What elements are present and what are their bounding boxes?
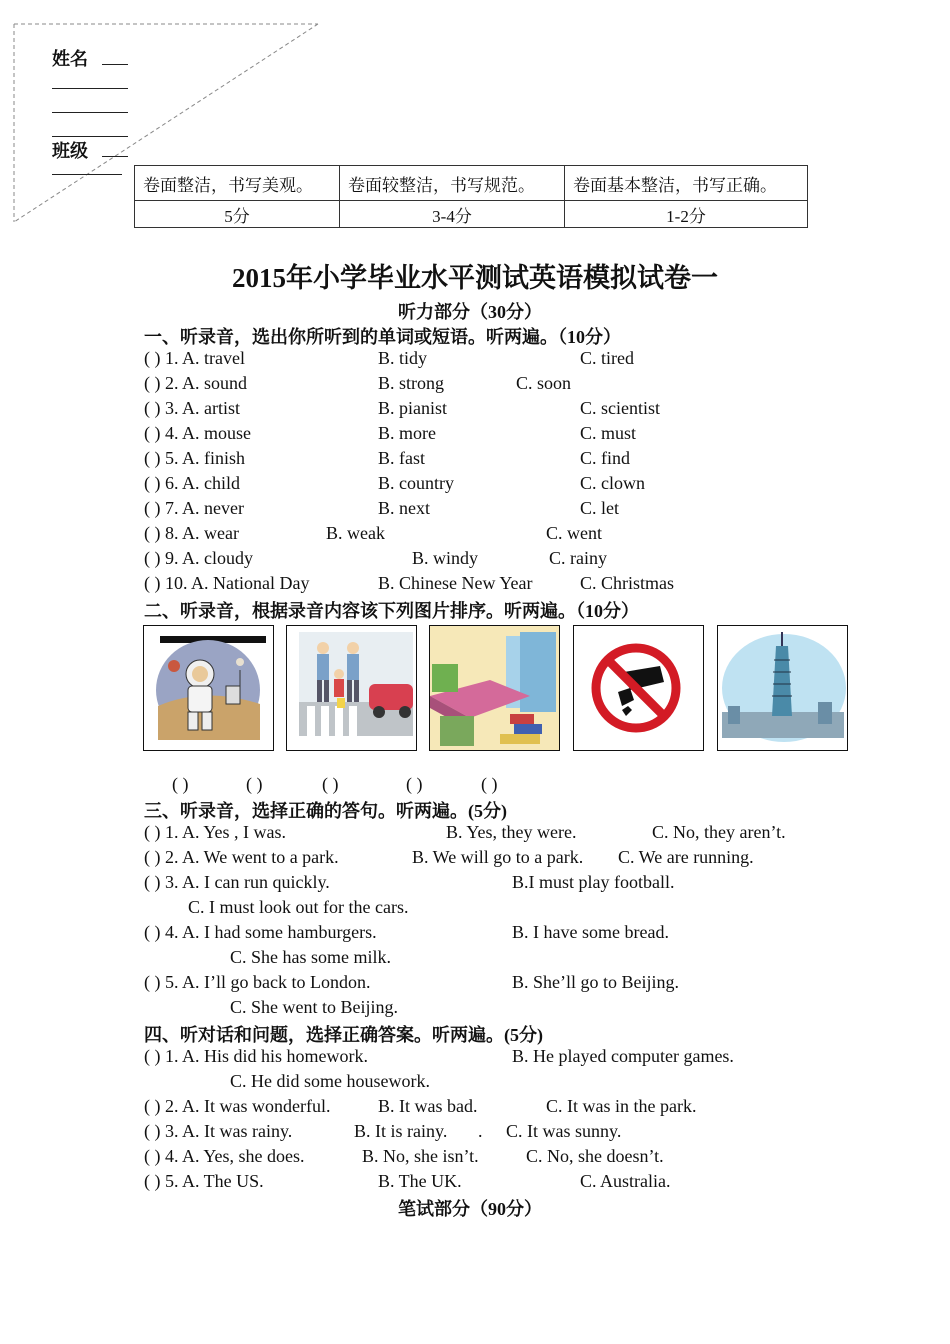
question-row: [144, 922, 924, 947]
option-c[interactable]: C. No, they aren’t.: [652, 822, 786, 842]
points-cell: 3-4分: [340, 201, 565, 228]
option-a[interactable]: ( ) 7. A. never: [144, 498, 244, 518]
criteria-cell: 卷面整洁，书写美观。: [135, 166, 340, 201]
bedroom-picture: [429, 625, 560, 751]
order-blank[interactable]: ( ): [172, 774, 189, 794]
option-b[interactable]: B. It is rainy.: [354, 1121, 448, 1141]
criteria-cell: 卷面较整洁，书写规范。: [340, 166, 565, 201]
astronaut-picture: [143, 625, 274, 751]
option-b[interactable]: B. country: [378, 473, 454, 493]
option-b[interactable]: B. next: [378, 498, 430, 518]
option-b[interactable]: B. We will go to a park.: [412, 847, 584, 867]
option-a[interactable]: ( ) 5. A. The US.: [144, 1171, 264, 1191]
option-a[interactable]: ( ) 3. A. artist: [144, 398, 240, 418]
name-label: 姓名: [52, 49, 88, 70]
option-a[interactable]: ( ) 4. A. mouse: [144, 423, 251, 443]
part3-heading: 三、听录音，选择正确的答句。听两遍。(5分): [144, 801, 507, 821]
question-row: [144, 573, 924, 598]
class-blank[interactable]: [102, 140, 128, 157]
option-c[interactable]: C. She has some milk.: [230, 947, 391, 967]
option-a[interactable]: ( ) 6. A. child: [144, 473, 240, 493]
written-section-title: 笔试部分（90分）: [398, 1199, 542, 1219]
option-a[interactable]: ( ) 3. A. It was rainy.: [144, 1121, 293, 1141]
crossing-picture: [286, 625, 417, 751]
option-c[interactable]: C. clown: [580, 473, 645, 493]
part1-heading: 一、听录音，选出你所听到的单词或短语。听两遍。（10分）: [144, 327, 621, 347]
option-b[interactable]: B. more: [378, 423, 436, 443]
option-c[interactable]: C. find: [580, 448, 631, 468]
question-row: [144, 872, 924, 897]
option-c[interactable]: C. No, she doesn’t.: [526, 1146, 664, 1166]
option-b[interactable]: B. pianist: [378, 398, 448, 418]
option-b[interactable]: B. strong: [378, 373, 445, 393]
points-cell: 1-2分: [565, 201, 808, 228]
option-b[interactable]: B. She’ll go to Beijing.: [512, 972, 680, 992]
option-a[interactable]: ( ) 3. A. I can run quickly.: [144, 872, 330, 892]
question-row: [144, 498, 924, 523]
option-a[interactable]: ( ) 5. A. finish: [144, 448, 245, 468]
listening-section-title: 听力部分（30分）: [398, 302, 542, 322]
option-b[interactable]: B. I have some bread.: [512, 922, 669, 942]
question-row: [144, 1046, 924, 1071]
option-c[interactable]: C. I must look out for the cars.: [188, 897, 409, 917]
taipei-101-picture: [717, 625, 848, 751]
option-a[interactable]: ( ) 8. A. wear: [144, 523, 239, 543]
option-a[interactable]: ( ) 10. A. National Day: [144, 573, 310, 593]
option-c[interactable]: C. It was in the park.: [546, 1096, 697, 1116]
question-row: [144, 523, 924, 548]
question-row-continued: [144, 947, 924, 972]
option-c[interactable]: C. Christmas: [580, 573, 675, 593]
option-a[interactable]: ( ) 1. A. His did his homework.: [144, 1046, 368, 1066]
option-c[interactable]: C. must: [580, 423, 637, 443]
option-a[interactable]: ( ) 4. A. I had some hamburgers.: [144, 922, 377, 942]
option-b[interactable]: B. The UK.: [378, 1171, 462, 1191]
question-row: [144, 398, 924, 423]
option-a[interactable]: ( ) 2. A. sound: [144, 373, 247, 393]
option-c[interactable]: C. went: [546, 523, 602, 543]
points-cell: 5分: [135, 201, 340, 228]
question-row: [144, 822, 924, 847]
name-blank-line[interactable]: [52, 96, 128, 113]
question-row: [144, 1171, 924, 1196]
no-littering-sign-picture: [573, 625, 704, 751]
question-row: [144, 972, 924, 997]
question-row-continued: [144, 997, 924, 1022]
option-a[interactable]: ( ) 1. A. Yes , I was.: [144, 822, 287, 842]
class-label: 班级: [52, 141, 88, 162]
name-blank[interactable]: [102, 48, 128, 65]
criteria-cell: 卷面基本整洁，书写正确。: [565, 166, 808, 201]
option-b[interactable]: B. He played computer games.: [512, 1046, 734, 1066]
option-b[interactable]: B. Yes, they were.: [446, 822, 577, 842]
order-blank[interactable]: ( ): [322, 774, 339, 794]
option-c[interactable]: C. scientist: [580, 398, 660, 418]
option-b[interactable]: B. It was bad.: [378, 1096, 478, 1116]
question-row: [144, 423, 924, 448]
option-a[interactable]: ( ) 5. A. I’ll go back to London.: [144, 972, 371, 992]
option-a[interactable]: ( ) 2. A. We went to a park.: [144, 847, 339, 867]
option-a[interactable]: ( ) 9. A. cloudy: [144, 548, 253, 568]
class-blank-line[interactable]: [52, 158, 122, 175]
student-info-block: [52, 48, 132, 182]
question-row: [144, 373, 924, 398]
order-blank[interactable]: ( ): [246, 774, 263, 794]
option-b[interactable]: B. Chinese New Year: [378, 573, 533, 593]
option-c[interactable]: C. She went to Beijing.: [230, 997, 398, 1017]
option-c[interactable]: C. We are running.: [618, 847, 754, 867]
question-row: [144, 1121, 924, 1146]
option-b[interactable]: B.I must play football.: [512, 872, 675, 892]
neatness-score-table: [134, 165, 808, 228]
question-row-continued: [144, 1071, 924, 1096]
option-c[interactable]: C. Australia.: [580, 1171, 671, 1191]
order-blank[interactable]: ( ): [481, 774, 498, 794]
option-c[interactable]: C. It was sunny.: [506, 1121, 622, 1141]
option-b[interactable]: B. windy: [412, 548, 479, 568]
option-c[interactable]: C. He did some housework.: [230, 1071, 430, 1091]
stray-dot: .: [478, 1121, 483, 1141]
option-c[interactable]: C. tired: [580, 348, 634, 368]
question-row: [144, 1096, 924, 1121]
option-b[interactable]: B. tidy: [378, 348, 428, 368]
name-row: [52, 48, 132, 72]
option-c[interactable]: C. let: [580, 498, 619, 518]
option-c[interactable]: C. soon: [516, 373, 572, 393]
exam-title: 2015年小学毕业水平测试英语模拟试卷一: [232, 263, 718, 293]
part4-heading: 四、听对话和问题，选择正确答案。听两遍。(5分): [144, 1025, 543, 1045]
option-b[interactable]: B. fast: [378, 448, 425, 468]
name-blank-line[interactable]: [52, 120, 128, 137]
question-row: [144, 448, 924, 473]
name-blank-line[interactable]: [52, 72, 128, 89]
option-a[interactable]: ( ) 4. A. Yes, she does.: [144, 1146, 305, 1166]
option-c[interactable]: C. rainy: [549, 548, 607, 568]
question-row: [144, 847, 924, 872]
part2-heading: 二、听录音，根据录音内容该下列图片排序。听两遍。（10分）: [144, 601, 639, 621]
question-row: [144, 348, 924, 373]
option-b[interactable]: B. No, she isn’t.: [362, 1146, 479, 1166]
option-b[interactable]: B. weak: [326, 523, 385, 543]
question-row-continued: [144, 897, 924, 922]
option-a[interactable]: ( ) 1. A. travel: [144, 348, 245, 368]
order-blank[interactable]: ( ): [406, 774, 423, 794]
question-row: [144, 1146, 924, 1171]
question-row: [144, 473, 924, 498]
option-a[interactable]: ( ) 2. A. It was wonderful.: [144, 1096, 331, 1116]
question-row: [144, 548, 924, 573]
